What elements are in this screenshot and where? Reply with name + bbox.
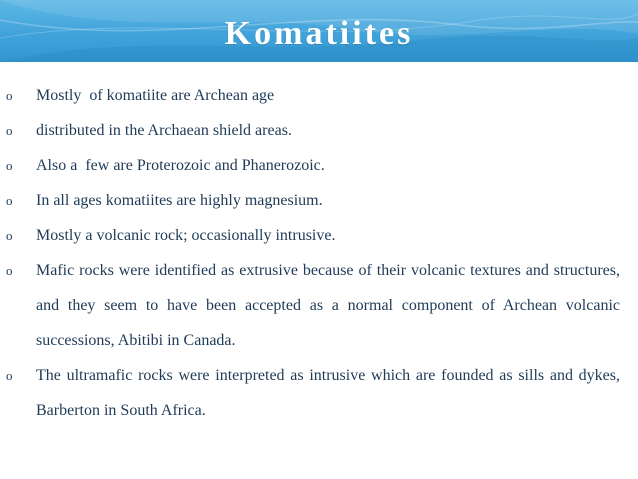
circle-bullet-icon: o — [6, 228, 13, 243]
bullet-text: Mostly a volcanic rock; occasionally intrusive. — [36, 227, 336, 244]
bullet-text: The ultramafic rocks were interpreted as intrusive which are founded as sills and dykes, Barberton in South Africa. — [36, 367, 620, 419]
circle-bullet-icon: o — [6, 123, 13, 138]
bullet-text: distributed in the Archaean shield areas. — [36, 122, 292, 139]
slide-title: Komatiites — [224, 15, 414, 52]
title-banner — [0, 0, 638, 62]
bullet-list — [0, 78, 638, 428]
bullet-text: Mafic rocks were identified as extrusive because of their volcanic textures and structures, and they seem to have been accepted as a normal component of Archean volcanic successions, Abitibi in Canada. — [36, 262, 620, 349]
bullet-item — [0, 253, 638, 358]
bullet-text: Mostly of komatiite are Archean age — [36, 87, 275, 104]
circle-bullet-icon: o — [6, 158, 13, 173]
circle-bullet-icon: o — [6, 193, 13, 208]
bullet-item — [0, 78, 638, 113]
bullet-text: In all ages komatiites are highly magnesium. — [36, 192, 323, 209]
bullet-item — [0, 358, 638, 428]
bullet-item — [0, 148, 638, 183]
circle-bullet-icon: o — [6, 88, 13, 103]
circle-bullet-icon: o — [6, 263, 13, 278]
bullet-item — [0, 183, 638, 218]
bullet-text: Also a few are Proterozoic and Phanerozoic. — [36, 157, 325, 174]
bullet-item — [0, 113, 638, 148]
bullet-item — [0, 218, 638, 253]
circle-bullet-icon: o — [6, 368, 13, 383]
